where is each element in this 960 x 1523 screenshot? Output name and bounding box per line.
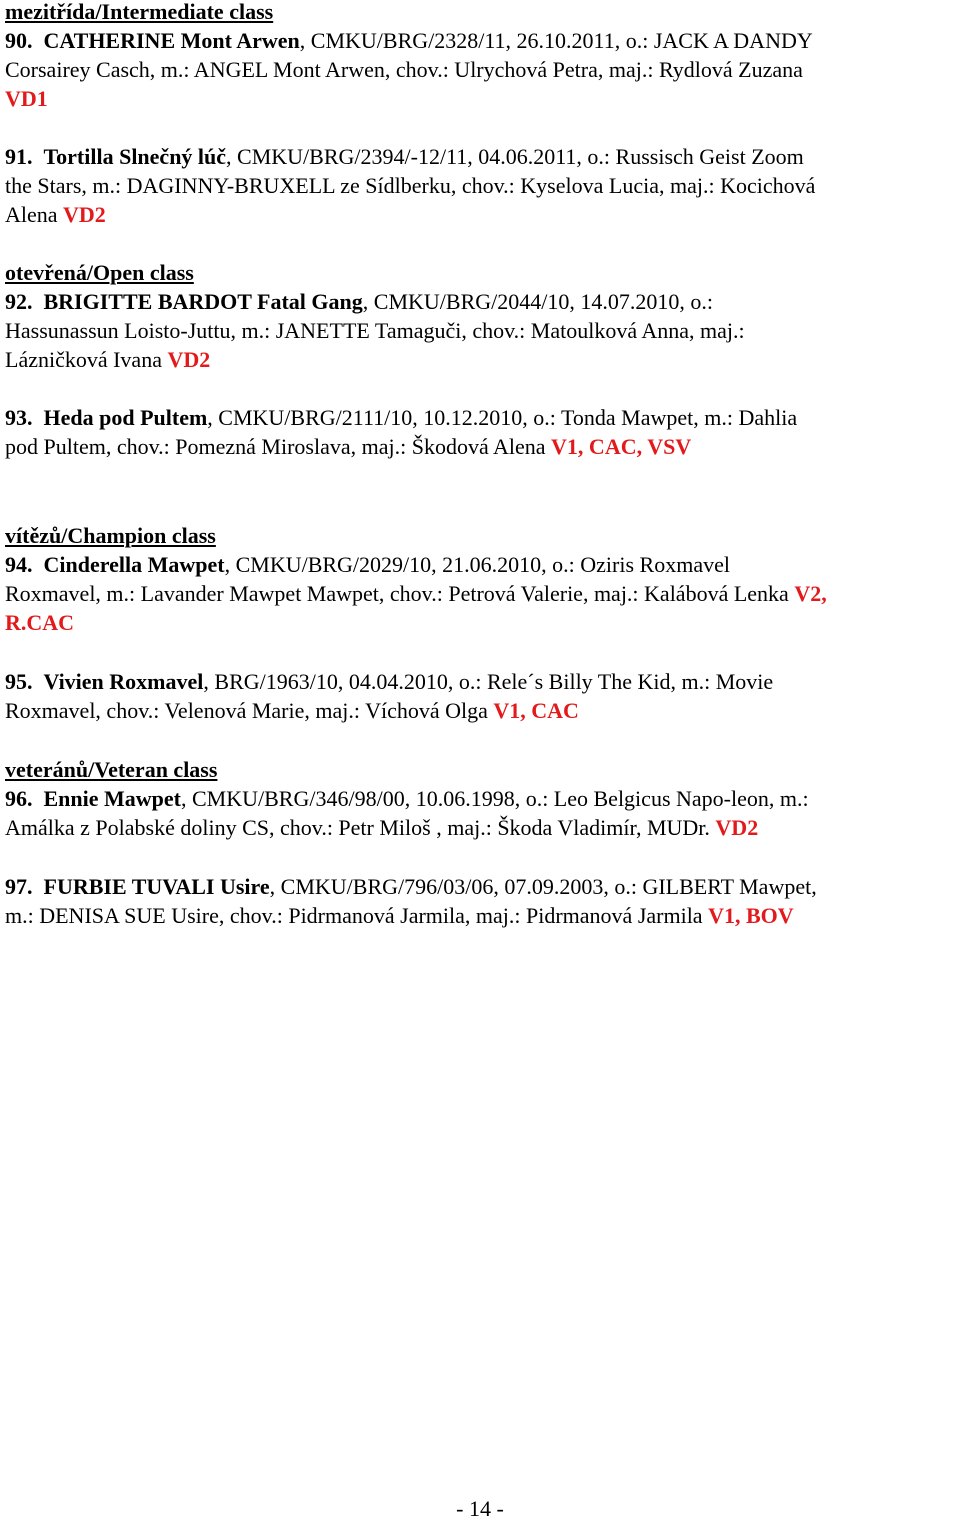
entry-96 [5,784,960,842]
dog-name: BRIGITTE BARDOT Fatal Gang [43,289,363,314]
award-badge: VD2 [715,815,759,840]
entry-90 [5,26,960,113]
entry-line [5,200,960,229]
dog-name: Tortilla Slnečný lúč [43,144,227,169]
entry-line [5,550,960,579]
dog-name: FURBIE TUVALI Usire [43,874,270,899]
award-badge: VD2 [167,347,211,372]
entry-line [5,287,960,316]
entry-line [5,345,960,374]
entry-details: , CMKU/BRG/796/03/06, 07.09.2003, o.: GILBERT Mawpet, [269,874,817,899]
entry-line [5,579,960,608]
award-badge: V1, CAC [493,698,579,723]
entry-details: pod Pultem, chov.: Pomezná Miroslava, maj.: Škodová Alena [5,434,552,459]
entry-97 [5,872,960,930]
entry-details: Roxmavel, m.: Lavander Mawpet Mawpet, chov.: Petrová Valerie, maj.: Kalábová Lenka [5,581,795,606]
entry-details: Lázničková Ivana [5,347,168,372]
entry-details: Alena [5,202,64,227]
dog-name: Cinderella Mawpet [43,552,225,577]
entry-details: , BRG/1963/10, 04.04.2010, o.: Rele´s Billy The Kid, m.: Movie [203,669,774,694]
entry-93 [5,403,960,461]
entry-94 [5,550,960,637]
entry-details: , CMKU/BRG/2029/10, 21.06.2010, o.: Oziris Roxmavel [224,552,730,577]
section-title-intermediate: mezitřída/Intermediate class [5,0,274,24]
entry-line [5,84,960,113]
entry-details: , CMKU/BRG/2111/10, 10.12.2010, o.: Tonda Mawpet, m.: Dahlia [207,405,798,430]
award-badge: V1, CAC, VSV [551,434,692,459]
entry-number: 90. [5,28,33,53]
dog-name: Ennie Mawpet [43,786,181,811]
entry-details: Amálka z Polabské doliny CS, chov.: Petr Miloš , maj.: Škoda Vladimír, MUDr. [5,815,716,840]
entry-details: , CMKU/BRG/346/98/00, 10.06.1998, o.: Leo Belgicus Napo-leon, m.: [181,786,809,811]
entry-line: Corsairey Casch, m.: ANGEL Mont Arwen, chov.: Ulrychová Petra, maj.: Rydlová Zuzana [5,57,803,82]
entry-line: the Stars, m.: DAGINNY-BRUXELL ze Sídlberku, chov.: Kyselova Lucia, maj.: Kocichová [5,173,816,198]
entry-line [5,901,960,930]
section-title-champion: vítězů/Champion class [5,523,216,548]
entry-details: m.: DENISA SUE Usire, chov.: Pidrmanová Jarmila, maj.: Pidrmanová Jarmila [5,903,709,928]
entry-line [5,608,960,637]
entry-91 [5,142,960,229]
entry-number: 93. [5,405,33,430]
entry-number: 97. [5,874,33,899]
entry-92 [5,287,960,374]
entry-details: Roxmavel, chov.: Velenová Marie, maj.: Víchová Olga [5,698,494,723]
entry-line [5,784,960,813]
entry-line [5,667,960,696]
entry-number: 95. [5,669,33,694]
entry-line [5,142,960,171]
dog-name: CATHERINE Mont Arwen [43,28,300,53]
dog-name: Vivien Roxmavel [43,669,204,694]
entry-number: 91. [5,144,33,169]
entry-number: 96. [5,786,33,811]
entry-line [5,403,960,432]
entry-line [5,432,960,461]
entry-line [5,26,960,55]
entry-line [5,813,960,842]
entry-details: , CMKU/BRG/2394/-12/11, 04.06.2011, o.: Russisch Geist Zoom [226,144,804,169]
entry-number: 92. [5,289,33,314]
section-title-veteran: veteránů/Veteran class [5,757,218,782]
entry-line [5,696,960,725]
award-badge: VD2 [63,202,106,227]
page-number: - 14 - [456,1496,504,1521]
section-title-open: otevřená/Open class [5,260,194,285]
award-badge: R.CAC [5,610,75,635]
award-badge: VD1 [5,86,48,111]
entry-number: 94. [5,552,33,577]
entry-line: Hassunassun Loisto-Juttu, m.: JANETTE Tamaguči, chov.: Matoulková Anna, maj.: [5,318,745,343]
award-badge: V1, BOV [708,903,794,928]
entry-line [5,872,960,901]
entry-95 [5,667,960,725]
dog-name: Heda pod Pultem [43,405,208,430]
award-badge: V2, [794,581,827,606]
entry-details: , CMKU/BRG/2044/10, 14.07.2010, o.: [362,289,713,314]
entry-details: , CMKU/BRG/2328/11, 26.10.2011, o.: JACK A DANDY [299,28,813,53]
